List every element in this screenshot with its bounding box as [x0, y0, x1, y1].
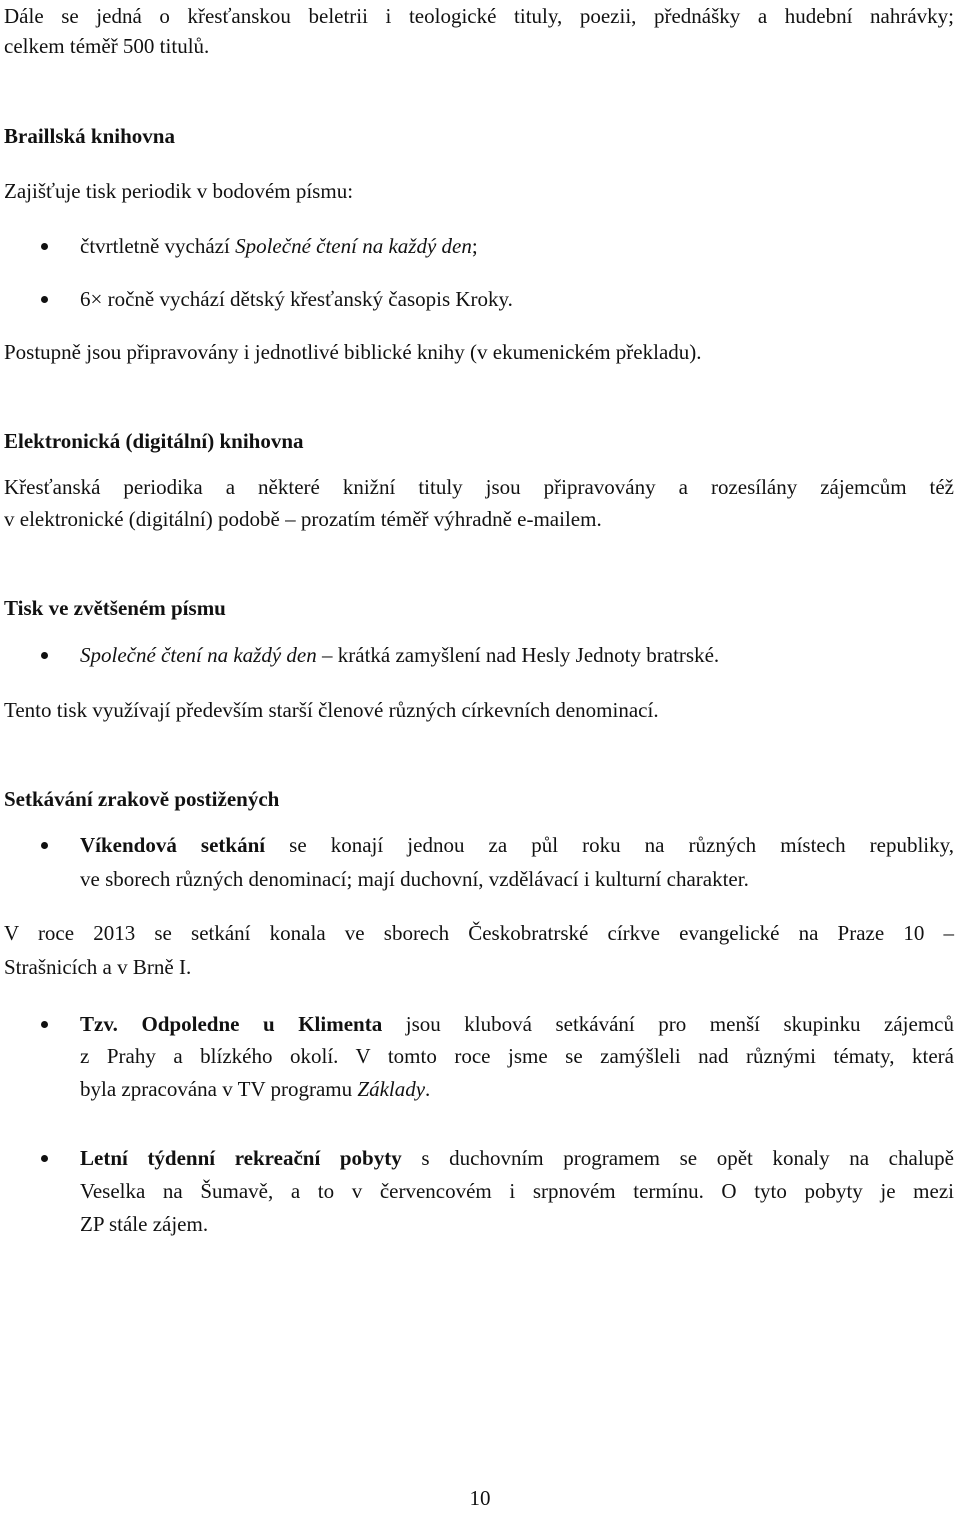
meetings-item-2-bold: Tzv. Odpoledne u Klimenta — [80, 1012, 383, 1036]
digital-heading: Elektronická (digitální) knihovna — [4, 429, 304, 453]
meetings-heading: Setkávání zrakově postižených — [4, 787, 280, 811]
meetings-item-1-line-2: ve sborech různých denominací; mají duchovní, vzdělávací i kulturní charakter. — [80, 867, 749, 891]
meetings-item-2-line-1 — [80, 1008, 954, 1040]
bullet-icon — [41, 1155, 48, 1162]
braille-item-1-title: Společné čtení na každý den — [235, 234, 472, 258]
bullet-icon — [41, 652, 48, 659]
meetings-item-1-bold: Víkendová setkání — [80, 833, 266, 857]
page-number: 10 — [469, 1486, 491, 1510]
bullet-icon — [41, 1021, 48, 1028]
meetings-item-3-line-3: ZP stále zájem. — [80, 1212, 209, 1236]
intro-line-2: celkem téměř 500 titulů. — [4, 34, 210, 58]
braille-heading: Braillská knihovna — [4, 124, 175, 148]
braille-lead: Zajišťuje tisk periodik v bodovém písmu: — [4, 179, 354, 203]
meetings-item-2-line-3-post: . — [425, 1077, 431, 1101]
digital-line-1: Křesťanská periodika a některé knižní tituly jsou připravovány a rozesílány zájemcům též — [4, 475, 954, 499]
meetings-item-1-line-1 — [80, 829, 954, 861]
meetings-item-2-title: Základy — [357, 1077, 426, 1101]
meetings-para-line-2: Strašnicích a v Brně I. — [4, 955, 192, 979]
large-print-item-1 — [80, 639, 954, 671]
large-print-item-1-title: Společné čtení na každý den — [80, 643, 317, 667]
meetings-item-1-rest: se konají jednou za půl roku na různých místech republiky, — [265, 833, 954, 857]
large-print-note: Tento tisk využívají především starší členové různých církevních denominací. — [4, 698, 659, 722]
bullet-icon — [41, 842, 48, 849]
meetings-item-2-rest: jsou klubová setkávání pro menší skupinku zájemců — [382, 1012, 954, 1036]
intro-line-1: Dále se jedná o křesťanskou beletrii i teologické tituly, poezii, přednášky a hudební nahrávky; — [4, 4, 954, 28]
meetings-item-3-rest: s duchovním programem se opět konaly na chalupě — [401, 1146, 954, 1170]
bullet-icon — [41, 296, 48, 303]
meetings-item-2-line-3-pre: byla zpracována v TV programu — [80, 1077, 358, 1101]
meetings-item-2-line-3 — [80, 1073, 954, 1105]
digital-line-2: v elektronické (digitální) podobě – prozatím téměř výhradně e-mailem. — [4, 507, 602, 531]
meetings-item-3-bold: Letní týdenní rekreační pobyty — [80, 1146, 402, 1170]
braille-note: Postupně jsou připravovány i jednotlivé biblické knihy (v ekumenickém překladu). — [4, 340, 702, 364]
meetings-para-line-1: V roce 2013 se setkání konala ve sborech Českobratrské církve evangelické na Praze 10 – — [4, 921, 954, 945]
braille-item-2: 6× ročně vychází dětský křesťanský časopis Kroky. — [80, 287, 513, 311]
braille-item-1-post: ; — [471, 234, 478, 258]
large-print-heading: Tisk ve zvětšeném písmu — [4, 596, 226, 620]
braille-item-1 — [80, 230, 954, 262]
braille-item-1-pre: čtvrtletně vychází — [80, 234, 236, 258]
meetings-item-3-line-2: Veselka na Šumavě, a to v červencovém i srpnovém termínu. O tyto pobyty je mezi — [80, 1179, 954, 1203]
bullet-icon — [41, 243, 48, 250]
meetings-item-3-line-1 — [80, 1142, 954, 1174]
large-print-item-1-post: – krátká zamyšlení nad Hesly Jednoty bratrské. — [316, 643, 720, 667]
meetings-item-2-line-2: z Prahy a blízkého okolí. V tomto roce jsme se zamýšleli nad různými tématy, která — [80, 1044, 954, 1068]
